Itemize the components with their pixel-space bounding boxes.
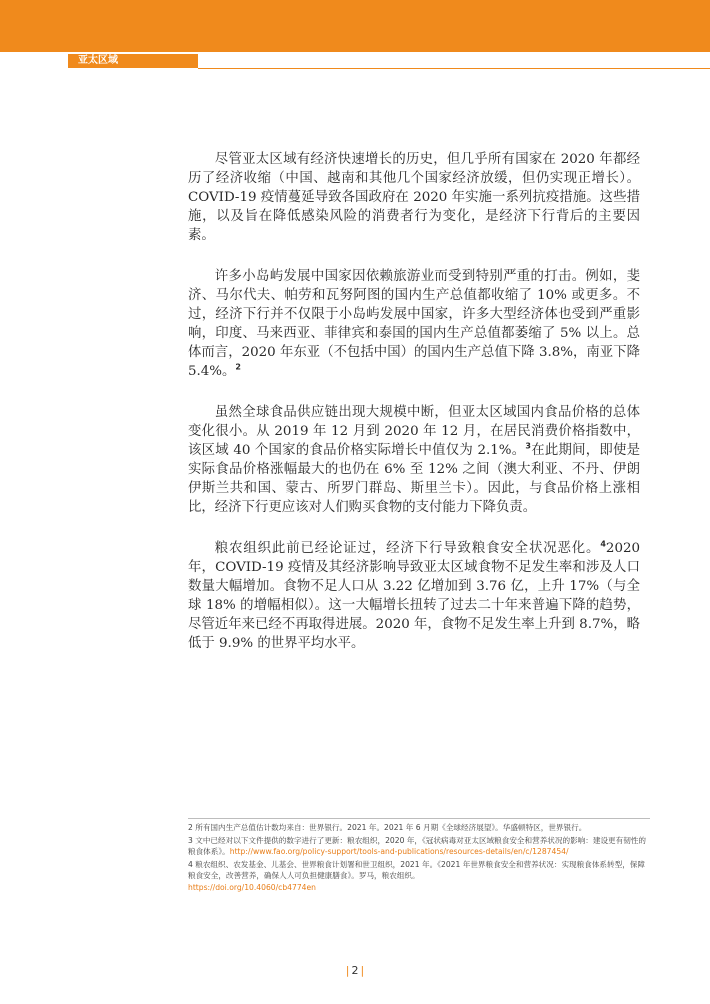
section-tab xyxy=(68,54,198,68)
footnote-3: 3 文中已经对以下文件提供的数字进行了更新：粮农组织，2020 年，《冠状病毒对亚太区域粮食安全和营养状况的影响：建设更有韧性的粮食体系》。http://www.fao.org/policy-support/tools-and-publications/resources-details/en/c/1287454/ xyxy=(188,835,647,857)
paragraph-2: 许多小岛屿发展中国家因依赖旅游业而受到特别严重的打击。例如，斐济、马尔代夫、帕劳和瓦努阿图的国内生产总值都收缩了 10% 或更多。不过，经济下行并不仅限于小岛屿发展中国家，许多大型经济体也受到严重影响，印度、马来西亚、菲律宾和泰国的国内生产总值都萎缩了 5% 以上。总体而言，2020 年东亚（不包括中国）的国内生产总值下降 3.8%，南亚下降 5.4%。$^2$ xyxy=(188,269,640,379)
paragraph-3: 虽然全球食品供应链出现大规模中断，但亚太区域国内食品价格的总体变化很小。从 2019 年 12 月到 2020 年 12 月，在居民消费价格指数中，该区域 40 个国家的食品价格实际增长中值仅为 2.1%。$^3$在此期间，即使是实际食品价格涨幅最大的也仍在 6% 至 12% 之间（澳大利亚、不丹、伊朗伊斯兰共和国、蒙古、所罗门群岛、斯里兰卡）。因此，与食品价格上涨相比，经济下行更应该对人们购买食物的支付能力下降负责。 xyxy=(188,405,641,515)
footnote-divider xyxy=(188,818,650,819)
header-band xyxy=(0,0,710,52)
footnote-4: 4 粮农组织、农发基金、儿基会、世界粮食计划署和世卫组织，2021 年。《2021 年世界粮食安全和营养状况：实现粮食体系转型，保障粮食安全，改善营养，确保人人可负担健康膳食》。罗马，粮农组织。 https://doi.org/10.4060/cb4774en xyxy=(188,859,645,892)
section-title: 亚太区域 xyxy=(78,55,118,66)
footnote-ref-2[interactable]: 2 xyxy=(235,362,241,372)
main-text xyxy=(188,150,640,675)
page-number-value: 2 xyxy=(351,964,359,977)
page-bar-right: | xyxy=(360,964,365,977)
footnote-3-link[interactable]: http://www.fao.org/policy-support/tools-and-publications/resources-details/en/c/1287454/ xyxy=(229,847,569,857)
section-divider xyxy=(198,68,710,69)
footnote-ref-3[interactable]: 3 xyxy=(525,441,531,451)
page-number xyxy=(0,964,710,977)
footnote-2: 2 所有国内生产总值估计数均来自：世界银行。2021 年。2021 年 6 月期《全球经济展望》。华盛顿特区，世界银行。 xyxy=(188,823,587,832)
footnotes xyxy=(188,822,650,895)
footnote-ref-4[interactable]: 4 xyxy=(600,539,606,549)
paragraph-1: 尽管亚太区域有经济快速增长的历史，但几乎所有国家在 2020 年都经历了经济收缩（中国、越南和其他几个国家经济放缓，但仍实现正增长）。COVID-19 疫情蔓延导致各国政府在 2020 年实施一系列抗疫措施。这些措施，以及旨在降低感染风险的消费者行为变化，是经济下行背后的主要因素。 xyxy=(188,152,640,243)
footnote-4-link[interactable]: https://doi.org/10.4060/cb4774en xyxy=(188,882,316,892)
paragraph-4: 粮农组织此前已经论证过，经济下行导致粮食安全状况恶化。$^4$2020 年，COVID-19 疫情及其经济影响导致亚太区域食物不足发生率和涉及人口数量大幅增加。食物不足人口从 3.22 亿增加到 3.76 亿，上升 17%（与全球 18% 的增幅相似）。这一大幅增长扭转了过去二十年来普遍下降的趋势，尽管近年来已经不再取得进展。2020 年，食物不足发生率上升到 8.7%，略低于 9.9% 的世界平均水平。 xyxy=(188,539,640,651)
page-bar-left: | xyxy=(345,964,350,977)
